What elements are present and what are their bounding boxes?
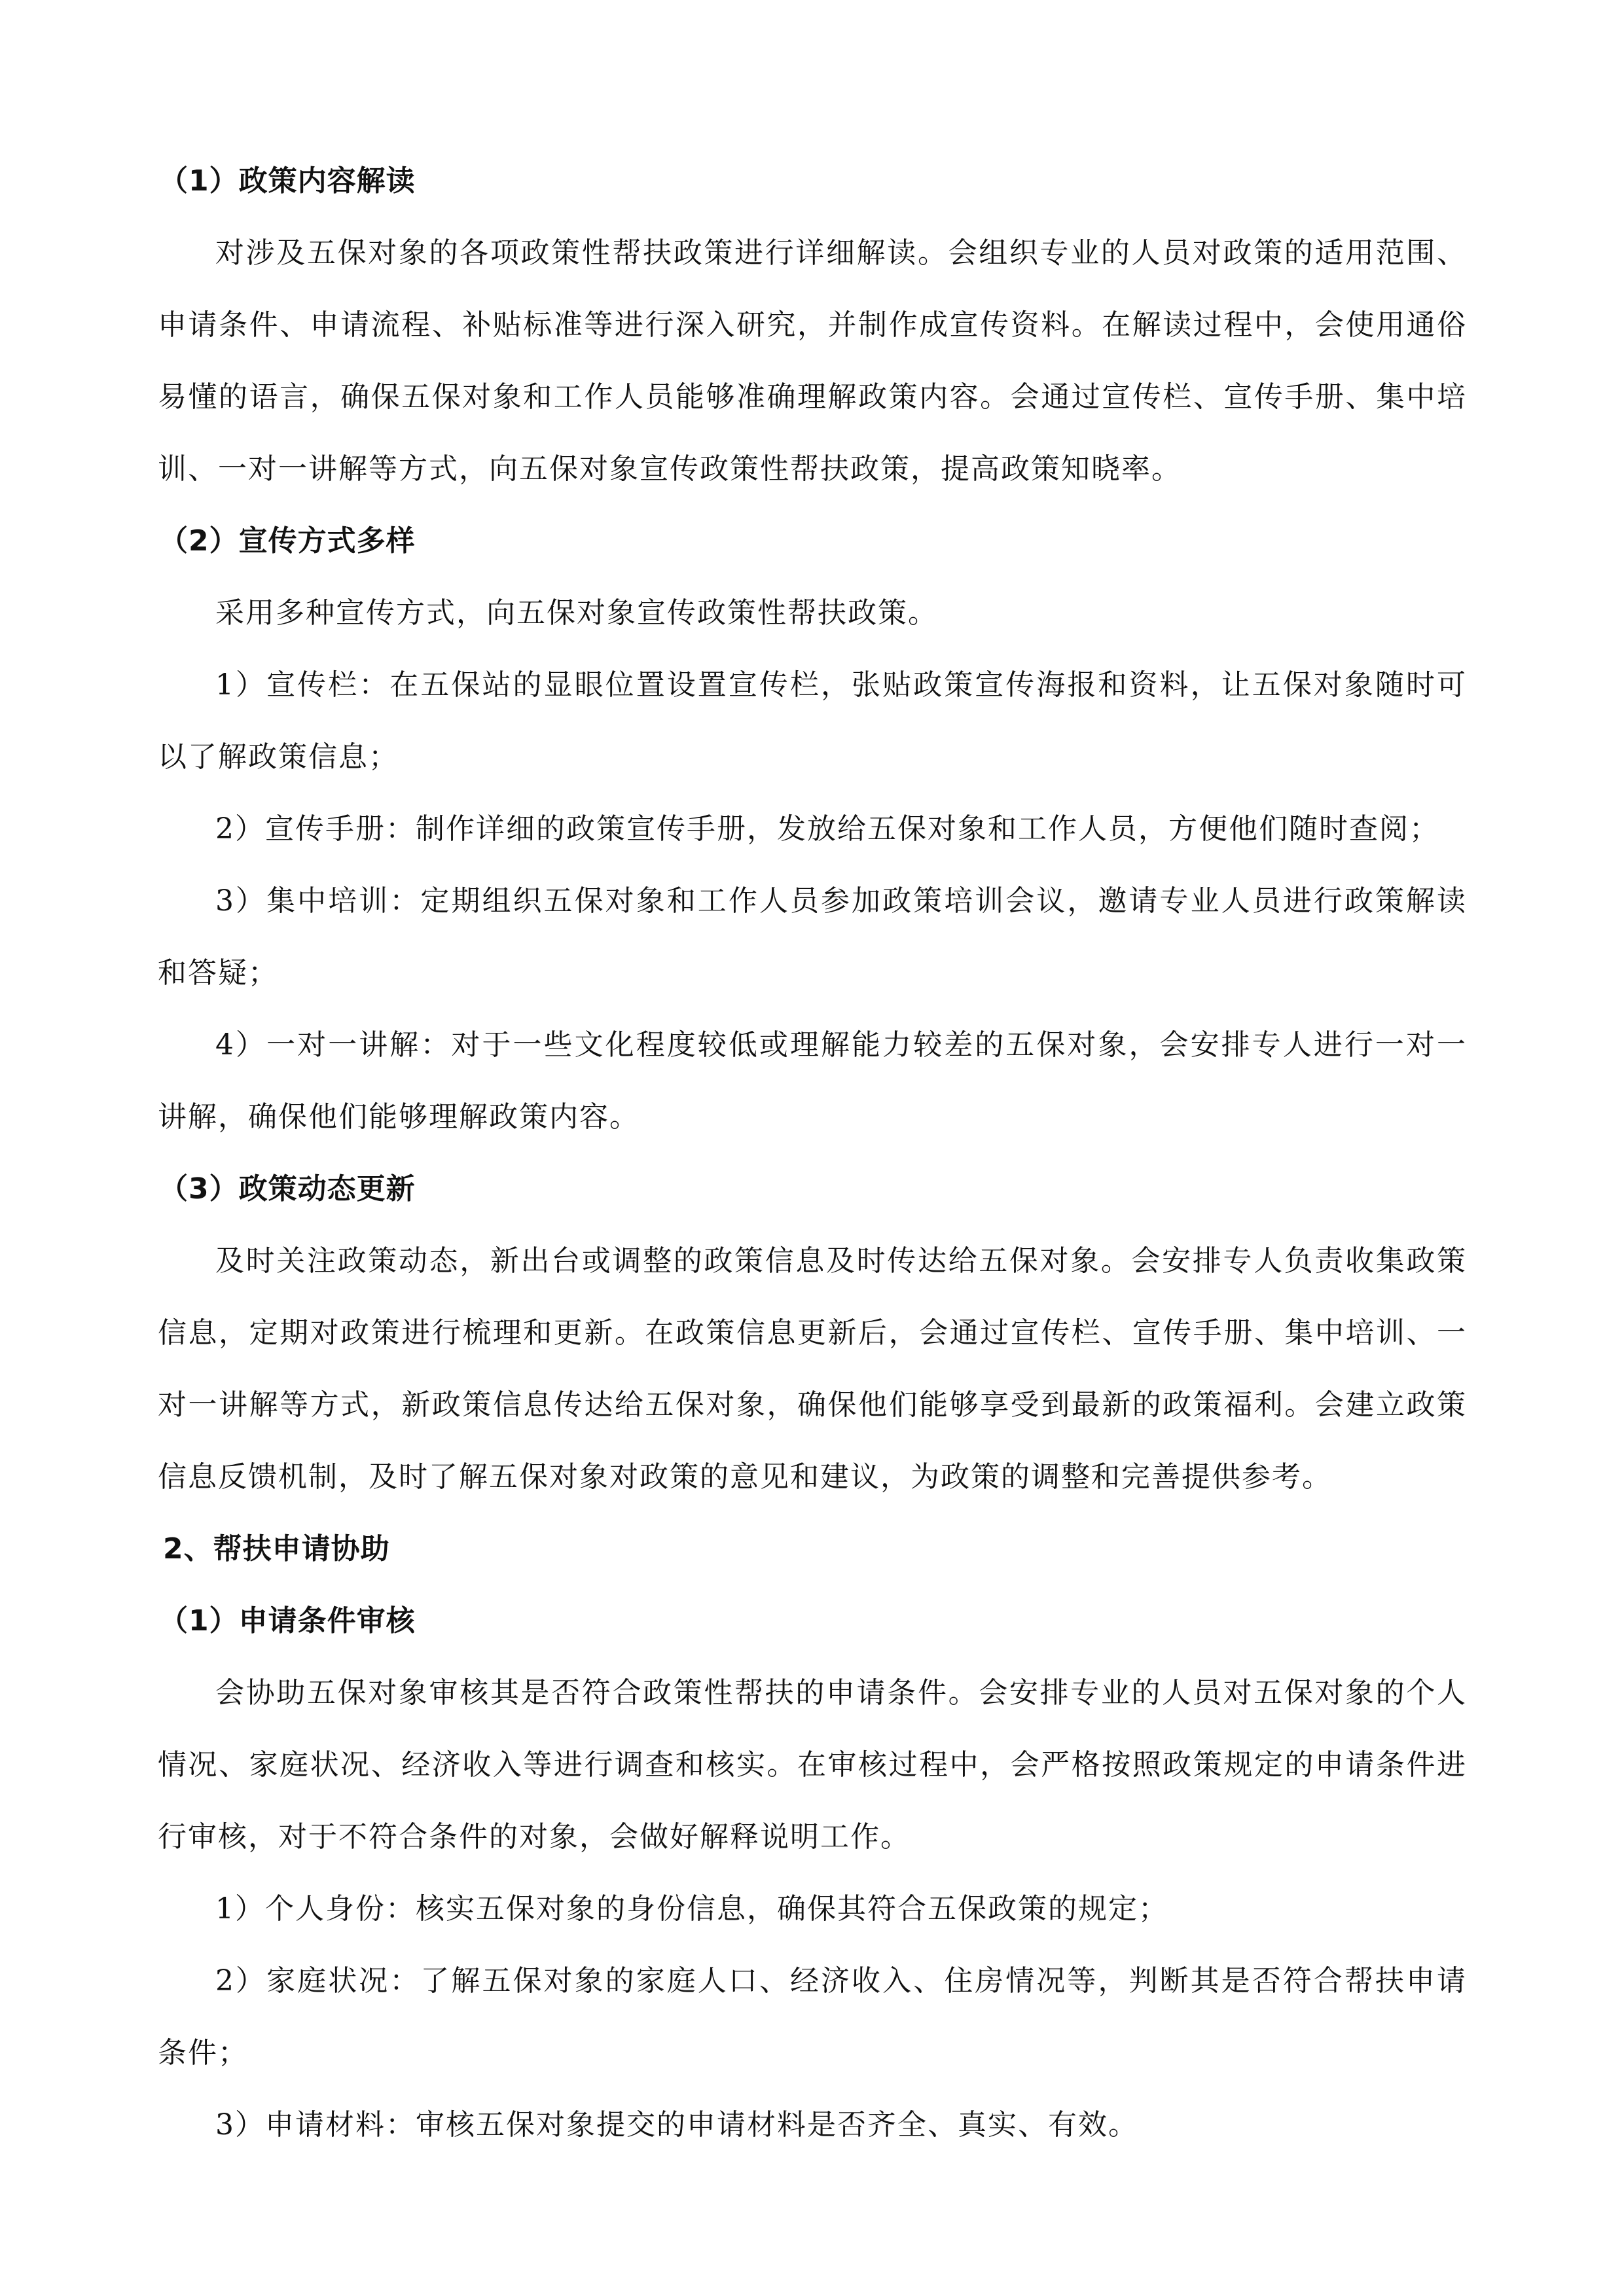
list-item: 2）宣传手册：制作详细的政策宣传手册，发放给五保对象和工作人员，方便他们随时查阅； (215, 812, 1439, 846)
paragraph: 及时关注政策动态，新出台或调整的政策信息及时传达给五保对象。会安排专人负责收集政策信息，定期对政策进行梳理和更新。在政策信息更新后，会通过宣传栏、宣传手册、集中培训、一对一讲解等方式，新政策信息传达给五保对象，确保他们能够享受到最新的政策福利。会建立政策信息反馈机制，及时了解五保对象对政策的意见和建议，为政策的调整和完善提供参考。 (158, 1244, 1467, 1494)
paragraph: 会协助五保对象审核其是否符合政策性帮扶的申请条件。会安排专业的人员对五保对象的个人情况、家庭状况、经济收入等进行调查和核实。在审核过程中，会严格按照政策规定的申请条件进行审核，对于不符合条件的对象，会做好解释说明工作。 (158, 1676, 1467, 1854)
section-heading-eligibility-review: （1）申请条件审核 (159, 1604, 416, 1638)
list-item: 1）个人身份：核实五保对象的身份信息，确保其符合五保政策的规定； (215, 1892, 1168, 1926)
section-heading-policy-updates: （3）政策动态更新 (159, 1172, 416, 1206)
section-heading-publicity-methods: （2）宣传方式多样 (159, 524, 416, 558)
list-item: 2）家庭状况：了解五保对象的家庭人口、经济收入、住房情况等，判断其是否符合帮扶申请条件； (158, 1964, 1467, 2070)
list-item: 4）一对一讲解：对于一些文化程度较低或理解能力较差的五保对象，会安排专人进行一对一讲解，确保他们能够理解政策内容。 (158, 1028, 1467, 1134)
section-heading-policy-interpretation: （1）政策内容解读 (159, 164, 416, 198)
list-item: 3）集中培训：定期组织五保对象和工作人员参加政策培训会议，邀请专业人员进行政策解读和答疑； (158, 884, 1467, 990)
section-heading-application-assistance: 2、帮扶申请协助 (163, 1532, 390, 1566)
paragraph: 对涉及五保对象的各项政策性帮扶政策进行详细解读。会组织专业的人员对政策的适用范围、申请条件、申请流程、补贴标准等进行深入研究，并制作成宣传资料。在解读过程中，会使用通俗易懂的语言，确保五保对象和工作人员能够准确理解政策内容。会通过宣传栏、宣传手册、集中培训、一对一讲解等方式，向五保对象宣传政策性帮扶政策，提高政策知晓率。 (158, 236, 1467, 486)
list-item: 1）宣传栏：在五保站的显眼位置设置宣传栏，张贴政策宣传海报和资料，让五保对象随时可以了解政策信息； (158, 668, 1467, 774)
paragraph: 采用多种宣传方式，向五保对象宣传政策性帮扶政策。 (215, 596, 938, 630)
list-item: 3）申请材料：审核五保对象提交的申请材料是否齐全、真实、有效。 (215, 2108, 1138, 2142)
document-body (158, 145, 1467, 2161)
